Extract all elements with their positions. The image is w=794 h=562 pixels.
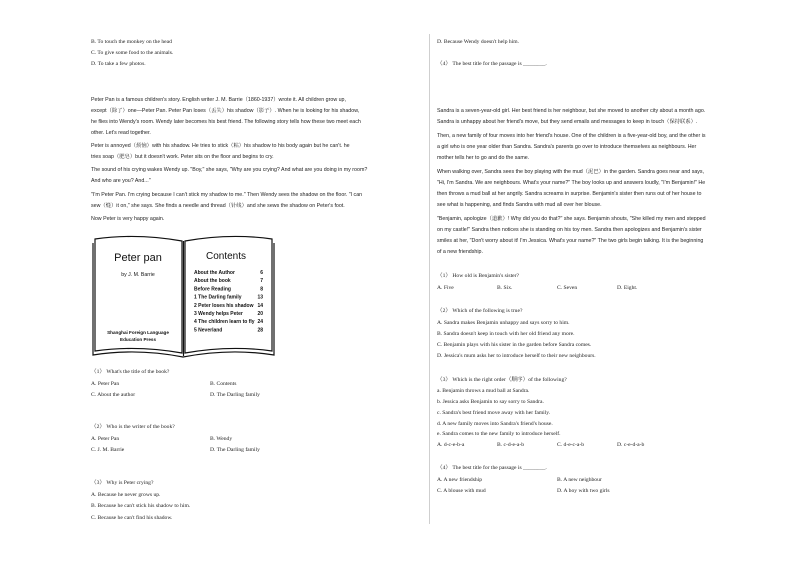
contents-item: About the Author [194,270,235,276]
q3-option-b[interactable]: B. Because he can't stick his shadow to him. [91,503,191,509]
contents-page-number: 6 [260,270,263,276]
contents-page-number: 13 [257,294,263,301]
contents-page-number: 14 [257,302,263,309]
r-q3-option-d[interactable]: D. c-e-d-a-b [617,442,645,448]
r-q3-event: a. Benjamin throws a mud ball at Sandra. [437,388,530,394]
passage-line: see what is happening, and finds Sandra with mud all over her blouse. [437,202,602,208]
passage-line: tries soap（肥皂）but it doesn't work. Peter sits on the floor and begins to cry. [91,154,274,160]
passage-line: Now Peter is very happy again. [91,216,165,222]
r-q4-option-d[interactable]: D. A boy with two girls [557,488,610,494]
passage-line: "Hi, I'm Sandra. We are neighbours. What's your name?" The boy looks up and answers loudly, "I'm Benjamin!" He [437,180,706,186]
open-book-image [92,235,275,359]
q2-option-d[interactable]: D. The Darling family [210,447,260,453]
passage-line: The sound of his crying wakes Wendy up. "Boy," she says, "Why are you crying? And what are you doing in my room? [91,167,368,173]
passage-line: Peter Pan is a famous children's story. English writer J. M. Barrie（1860-1937）wrote it. All children grow up, [91,97,346,103]
passage-line: "Benjamin, apologize（道歉）! Why did you do that?" she says. Benjamin shouts, "She killed my men and stepped [437,216,706,222]
q2-option-a[interactable]: A. Peter Pan [91,436,120,442]
q1-option-d[interactable]: D. The Darling family [210,392,260,398]
contents-page-number: 7 [260,278,263,285]
passage-line: then throws a mud ball at her angrily. Sandra screams in surprise. Benjamin's sister then runs out of her house to [437,191,702,197]
contents-page-number: 8 [260,286,263,293]
passage-line: mother tells her to go and do the same. [437,155,530,161]
passage-line: of a new friendship. [437,249,483,255]
passage-line: a girl who is one year older than Sandra. Sandra's parents go over to introduce themselves as neighbours. Her [437,144,697,150]
r-q3-event: b. Jessica asks Benjamin to say sorry to Sandra. [437,399,544,405]
contents-item: 1 The Darling family [194,294,242,301]
book-publisher: Shanghai Foreign Language [107,330,169,335]
r-q1-option-b[interactable]: B. Six. [497,285,513,291]
passage-line: Peter is annoyed（烦恼）with his shadow. He tries to stick（粘）his shadow to his body again but he can't. he [91,143,350,149]
q3-option-c[interactable]: C. Because he can't find his shadow. [91,515,173,521]
passage-line: Then, a new family of four moves into her friend's house. One of the children is a five-year-old boy, and the other is [437,133,706,139]
book-author: by J. M. Barrie [121,272,155,278]
r-q3-option-b[interactable]: B. c-d-e-a-b [497,442,525,448]
contents-item: 4 The children learn to fly [194,319,255,326]
r-q2-option-a[interactable]: A. Sandra makes Benjamin unhappy and says sorry to him. [437,320,570,326]
r-q1-option-c[interactable]: C. Seven [557,285,578,291]
passage-line: And who are you? And..." [91,178,151,184]
r-q1-option-a[interactable]: A. Five [437,285,454,291]
prev-option-b: B. To touch the monkey on the head [91,39,172,45]
q1-option-b[interactable]: B. Contents [210,381,237,387]
q3-option-a[interactable]: A. Because he never grows up. [91,492,161,498]
contents-heading: Contents [205,251,247,262]
contents-item: About the book [194,278,231,285]
r-q3-event: c. Sandra's best friend move away with her family. [437,410,551,416]
passage-line: except（除了）one—Peter Pan. Peter Pan loses（丢失）his shadow（影子）. When he is looking for his shadow, [91,108,360,114]
contents-item: 3 Wendy helps Peter [194,311,243,317]
r-q1-stem: （1） How old is Benjamin's sister? [437,273,519,279]
contents-item: 5 Neverland [194,327,223,334]
passage-line: sew（缝）it on," she says. She finds a needle and thread（针线）and she sews the shadow on Peter's foot. [91,203,345,209]
passage-line: Sandra is a seven-year-old girl. Her best friend is her neighbour, but she moved to another city about a month ago. [437,108,706,114]
contents-item: Before Reading [194,286,231,293]
r-q4-option-b[interactable]: B. A new neighbour [557,477,602,483]
prev-option-d: D. To take a few photos. [91,61,146,67]
passage-line: smiles at her, "Don't worry about it! I'm Jessica. What's your name?" The two girls begin talking. It is the beginning [437,238,704,244]
prev-option-c: C. To give some food to the animals. [91,50,174,56]
r-q3-option-a[interactable]: A. d-c-e-b-a [437,442,465,448]
passage-line: When walking over, Sandra sees the boy playing with the mud（泥巴）in the garden. Sandra goes near and says, [437,169,705,175]
r-q4-option-c[interactable]: C. A blouse with mud [437,488,486,494]
q2-option-b[interactable]: B. Wendy [210,436,233,442]
r-q2-option-b[interactable]: B. Sandra doesn't keep in touch with her old friend any more. [437,331,575,337]
r-q3-event: e. Sandra comes to the new family to introduce herself. [437,431,561,437]
q2-option-c[interactable]: C. J. M. Barrie [91,447,125,453]
passage-line: Sandra is unhappy about her friend's move, but they send emails and messages to keep in touch（保持联系）. [437,119,698,125]
q1-stem: （1） What's the title of the book? [91,369,170,375]
contents-page-number: 20 [257,311,263,317]
q1-option-c[interactable]: C. About the author [91,392,136,398]
r-q3-event: d. A new family moves into Sandra's friend's house. [437,421,553,427]
book-publisher: Education Press [120,337,156,342]
q4-stem: （4） The best title for the passage is ________. [437,61,547,67]
passage-line: on my castle!" Sandra then notices she is standing on his toy men. Sandra then apologizes and Benjamin's sister [437,227,702,233]
r-q3-stem: （3） Which is the right order（顺序）of the following? [437,377,567,383]
contents-item: 2 Peter loses his shadow [194,302,254,309]
book-title: Peter pan [114,252,162,264]
q3-stem: （3） Why is Peter crying? [91,480,154,486]
column-divider [429,34,430,524]
q1-option-a[interactable]: A. Peter Pan [91,381,120,387]
passage-line: other. Let's read together. [91,130,151,136]
r-q4-stem: （4） The best title for the passage is ________. [437,465,547,471]
r-q3-option-c[interactable]: C. d-e-c-a-b [557,442,585,448]
q2-stem: （2） Who is the writer of the book? [91,424,175,430]
contents-page-number: 28 [257,327,263,334]
r-q2-option-c[interactable]: C. Benjamin plays with his sister in the garden before Sandra comes. [437,342,592,348]
passage-line: he flies into Wendy's room. Wendy later becomes his best friend. The following story tells how these two meet each [91,119,361,125]
passage-line: "I'm Peter Pan. I'm crying because I can't stick my shadow to me." Then Wendy sees the shadow on the floor. "I can [91,192,363,198]
r-q4-option-a[interactable]: A. A new friendship [437,477,483,483]
r-q1-option-d[interactable]: D. Eight. [617,285,638,291]
r-q2-stem: （2） Which of the following is true? [437,308,523,314]
contents-page-number: 24 [257,319,263,326]
q3-option-d[interactable]: D. Because Wendy doesn't help him. [437,39,520,45]
r-q2-option-d[interactable]: D. Jessica's mum asks her to introduce herself to their new neighbours. [437,353,596,359]
